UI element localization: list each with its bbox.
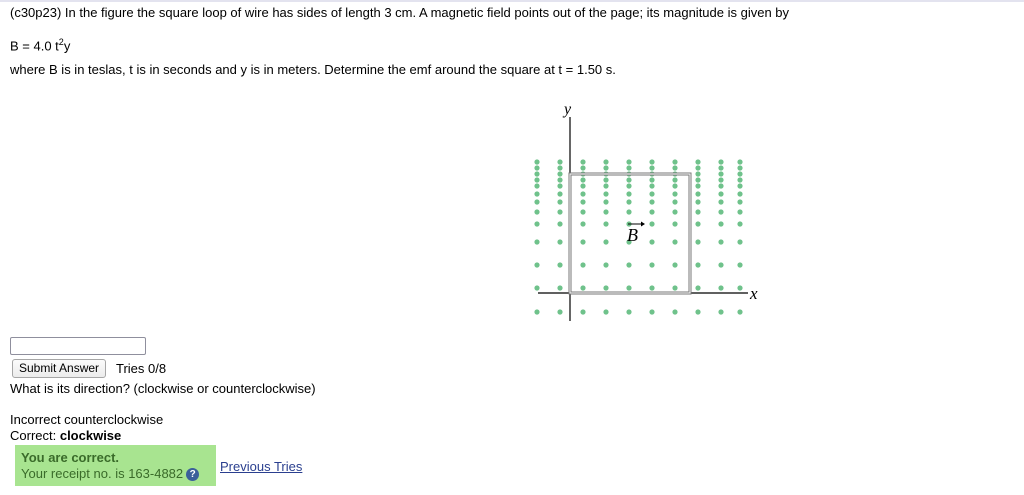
submit-answer-button[interactable]: Submit Answer	[12, 359, 106, 378]
field-dot	[672, 177, 677, 182]
field-dot	[718, 262, 723, 267]
help-icon[interactable]: ?	[186, 468, 199, 481]
field-dot	[672, 159, 677, 164]
field-dot	[649, 309, 654, 314]
field-dot	[557, 191, 562, 196]
field-dot	[672, 209, 677, 214]
field-dot	[603, 209, 608, 214]
field-dot	[580, 285, 585, 290]
y-axis-label: y	[564, 101, 572, 118]
top-border	[0, 0, 1024, 2]
field-dot	[580, 221, 585, 226]
field-dot	[603, 199, 608, 204]
field-dot	[626, 285, 631, 290]
field-dot	[672, 239, 677, 244]
field-dot	[695, 285, 700, 290]
direction-question: What is its direction? (clockwise or counterclockwise)	[10, 381, 316, 396]
field-dot	[737, 285, 742, 290]
field-dot	[580, 239, 585, 244]
field-dot	[649, 165, 654, 170]
field-dot	[695, 183, 700, 188]
field-dot	[557, 171, 562, 176]
field-dot	[534, 177, 539, 182]
field-dot	[649, 199, 654, 204]
result-box	[15, 445, 216, 486]
field-dot	[534, 191, 539, 196]
field-dot	[534, 239, 539, 244]
field-dot	[534, 209, 539, 214]
field-dot	[557, 209, 562, 214]
field-dot	[695, 221, 700, 226]
field-dot	[672, 165, 677, 170]
field-dot	[737, 199, 742, 204]
field-dot	[626, 262, 631, 267]
field-dot	[737, 262, 742, 267]
field-dot	[718, 199, 723, 204]
field-dot	[603, 262, 608, 267]
field-dot	[649, 183, 654, 188]
field-dot	[718, 191, 723, 196]
field-dot	[737, 183, 742, 188]
field-dot	[695, 262, 700, 267]
field-dot	[580, 183, 585, 188]
field-dot	[626, 191, 631, 196]
field-dot	[718, 159, 723, 164]
field-dot	[557, 199, 562, 204]
field-dot	[557, 177, 562, 182]
field-dot	[626, 209, 631, 214]
loop-figure	[520, 95, 760, 327]
receipt-text: Your receipt no. is 163-4882	[21, 466, 184, 481]
field-dot	[672, 285, 677, 290]
correct-prefix: Correct:	[10, 428, 60, 443]
field-dot	[718, 239, 723, 244]
field-dot	[557, 159, 562, 164]
previous-tries-link[interactable]: Previous Tries	[220, 459, 303, 474]
correct-value: clockwise	[59, 428, 122, 443]
field-dot	[649, 262, 654, 267]
field-dot	[626, 177, 631, 182]
field-dot	[672, 309, 677, 314]
result-message: You are correct.	[21, 450, 120, 465]
field-dot	[737, 309, 742, 314]
field-dot	[695, 165, 700, 170]
field-dot	[534, 183, 539, 188]
field-dot	[737, 165, 742, 170]
field-dot	[718, 209, 723, 214]
field-dot	[695, 239, 700, 244]
field-dot	[603, 165, 608, 170]
question-line-1: (c30p23) In the figure the square loop of wire has sides of length 3 cm. A magnetic field points out of the page; its magnitude is given by	[10, 5, 790, 20]
field-dot	[580, 191, 585, 196]
receipt-line	[21, 465, 210, 482]
field-dot	[649, 191, 654, 196]
field-dot	[695, 209, 700, 214]
field-dot	[557, 285, 562, 290]
field-dot	[580, 309, 585, 314]
field-dot	[603, 221, 608, 226]
field-dot	[557, 239, 562, 244]
field-dot	[718, 177, 723, 182]
field-dot	[695, 159, 700, 164]
field-dot	[626, 183, 631, 188]
previous-incorrect: Incorrect counterclockwise	[10, 412, 164, 427]
field-dot	[603, 183, 608, 188]
field-dot	[737, 191, 742, 196]
field-dot	[534, 199, 539, 204]
field-dot	[580, 165, 585, 170]
field-dot	[672, 191, 677, 196]
field-dot	[649, 159, 654, 164]
field-dot	[603, 191, 608, 196]
field-dot	[649, 209, 654, 214]
field-dot	[557, 309, 562, 314]
field-dot	[557, 262, 562, 267]
formula-exponent: 2	[58, 37, 64, 47]
field-dot	[603, 159, 608, 164]
field-dot	[557, 221, 562, 226]
previous-correct	[10, 428, 121, 444]
field-dot	[672, 199, 677, 204]
answer-input[interactable]	[10, 337, 146, 355]
field-dot	[534, 159, 539, 164]
tries-counter: Tries 0/8	[116, 361, 167, 376]
field-dot	[649, 177, 654, 182]
field-dot	[649, 239, 654, 244]
field-dot	[580, 177, 585, 182]
field-dot	[737, 209, 742, 214]
field-dot	[580, 159, 585, 164]
x-axis-label: x	[750, 284, 758, 303]
field-dot	[695, 191, 700, 196]
field-dot	[534, 309, 539, 314]
field-dot	[718, 221, 723, 226]
field-dot	[718, 309, 723, 314]
field-dot	[534, 221, 539, 226]
field-dot	[695, 309, 700, 314]
field-dot	[603, 285, 608, 290]
field-dots	[534, 159, 742, 314]
field-label: B	[627, 225, 638, 245]
field-dot	[534, 171, 539, 176]
field-dot	[718, 171, 723, 176]
field-dot	[737, 159, 742, 164]
field-dot	[718, 165, 723, 170]
field-dot	[626, 199, 631, 204]
field-dot	[626, 165, 631, 170]
field-dot	[580, 262, 585, 267]
field-dot	[672, 262, 677, 267]
field-dot	[626, 309, 631, 314]
field-dot	[737, 171, 742, 176]
field-dot	[534, 165, 539, 170]
formula-suffix: y	[63, 38, 71, 54]
field-dot	[737, 177, 742, 182]
field-dot	[580, 199, 585, 204]
field-dot	[534, 285, 539, 290]
field-dot	[603, 309, 608, 314]
field-dot	[672, 221, 677, 226]
field-dot	[737, 239, 742, 244]
formula-prefix: B = 4.0 t	[10, 38, 59, 54]
field-dot	[580, 209, 585, 214]
field-dot	[718, 183, 723, 188]
field-dot	[557, 165, 562, 170]
field-dot	[603, 239, 608, 244]
field-dot	[672, 183, 677, 188]
field-dot	[695, 199, 700, 204]
vector-arrow-head	[641, 222, 645, 227]
field-dot	[626, 159, 631, 164]
question-line-3: where B is in teslas, t is in seconds and y is in meters. Determine the emf around the square at t = 1.50 s.	[10, 62, 616, 77]
question-formula	[10, 34, 70, 54]
field-dot	[695, 171, 700, 176]
field-dot	[649, 285, 654, 290]
field-dot	[695, 177, 700, 182]
field-dot	[603, 177, 608, 182]
field-dot	[737, 221, 742, 226]
field-dot	[557, 183, 562, 188]
field-dot	[649, 221, 654, 226]
field-dot	[718, 285, 723, 290]
field-dot	[534, 262, 539, 267]
